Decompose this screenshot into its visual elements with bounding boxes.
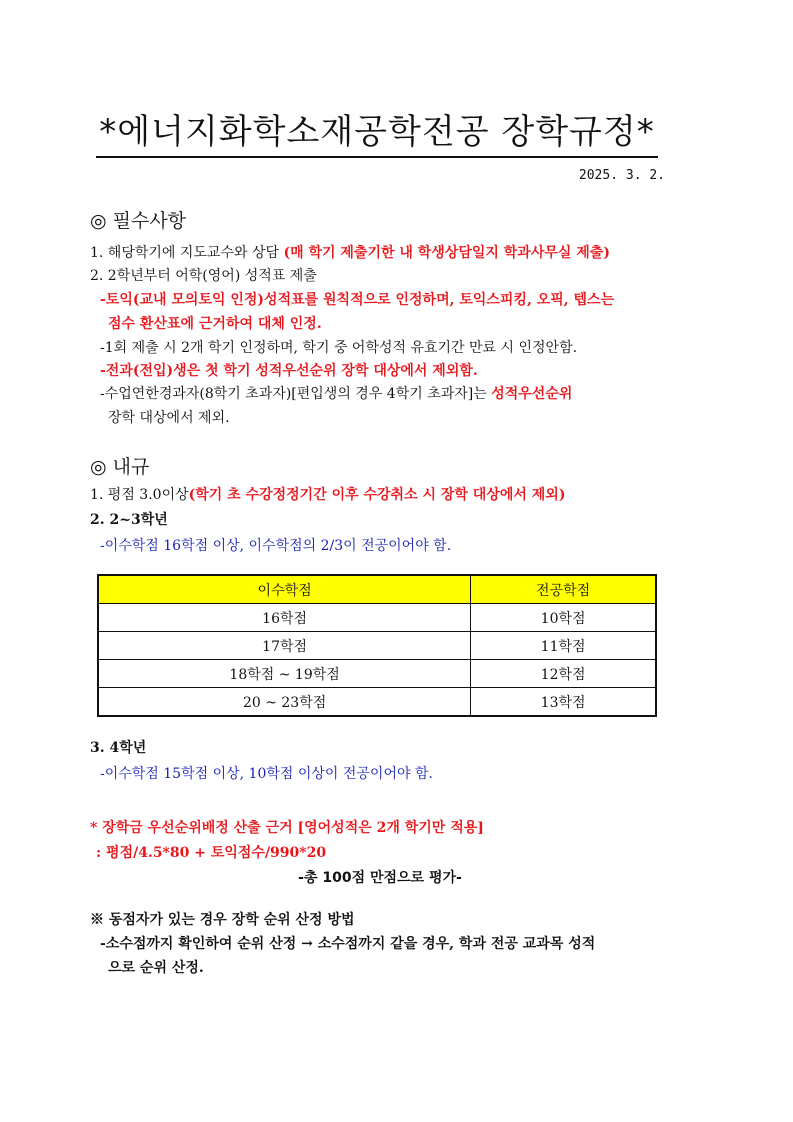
required-item-2-line-5-text: -수업연한경과자(8학기 초과자)[편입생의 경우 4학기 초과자]는 bbox=[100, 386, 492, 402]
required-item-1 bbox=[90, 243, 610, 263]
tie-break-line-2: 으로 순위 산정. bbox=[108, 960, 204, 976]
table-cell: 20 ~ 23학점 bbox=[98, 688, 471, 717]
required-item-2-line-5 bbox=[100, 384, 572, 404]
tie-break-line-1: -소수점까지 확인하여 순위 산정 → 소수점까지 같을 경우, 학과 전공 교과목 성적 bbox=[100, 936, 596, 952]
bylaw-item-3: 3. 4학년 bbox=[90, 740, 147, 756]
table-cell: 18학점 ~ 19학점 bbox=[98, 660, 471, 688]
bylaw-item-1 bbox=[90, 485, 565, 505]
section-heading-bylaws: ◎ 내규 bbox=[90, 456, 150, 478]
table-cell: 10학점 bbox=[471, 604, 656, 632]
table-row bbox=[98, 660, 656, 688]
table-header-cell: 이수학점 bbox=[98, 575, 471, 604]
table-cell: 12학점 bbox=[471, 660, 656, 688]
bylaw-item-1-text: 1. 평점 3.0이상 bbox=[90, 487, 189, 503]
bylaw-item-3-rule: -이수학점 15학점 이상, 10학점 이상이 전공이어야 함. bbox=[100, 766, 433, 782]
bylaw-item-2: 2. 2~3학년 bbox=[90, 512, 168, 528]
table-cell: 16학점 bbox=[98, 604, 471, 632]
required-item-2: 2. 2학년부터 어학(영어) 성적표 제출 bbox=[90, 268, 317, 284]
required-item-2-line-5-note: 성적우선순위 bbox=[491, 386, 573, 402]
credits-table bbox=[97, 574, 657, 717]
required-item-2-line-4: -전과(전입)생은 첫 학기 성적우선순위 장학 대상에서 제외함. bbox=[100, 363, 478, 379]
section-heading-required: ◎ 필수사항 bbox=[90, 210, 187, 232]
bylaw-item-2-rule: -이수학점 16학점 이상, 이수학점의 2/3이 전공이어야 함. bbox=[100, 538, 452, 554]
required-item-2-line-1: -토익(교내 모의토익 인정)성적표를 원칙적으로 인정하며, 토익스피킹, 오픽, 텝스는 bbox=[100, 292, 615, 308]
table-header-cell: 전공학점 bbox=[471, 575, 656, 604]
required-item-1-text: 1. 해당학기에 지도교수와 상담 bbox=[90, 245, 284, 261]
required-item-2-line-3: -1회 제출 시 2개 학기 인정하며, 학기 중 어학성적 유효기간 만료 시 인정안함. bbox=[100, 340, 578, 356]
document-title: *에너지화학소재공학전공 장학규정* bbox=[96, 112, 658, 158]
document-date: 2025. 3. 2. bbox=[578, 168, 665, 183]
table-cell: 11학점 bbox=[471, 632, 656, 660]
table-cell: 17학점 bbox=[98, 632, 471, 660]
table-row bbox=[98, 632, 656, 660]
bylaw-item-1-note: (학기 초 수강정정기간 이후 수강취소 시 장학 대상에서 제외) bbox=[188, 487, 566, 503]
required-item-2-line-6: 장학 대상에서 제외. bbox=[108, 410, 230, 426]
scholarship-basis: * 장학금 우선순위배정 산출 근거 [영어성적은 2개 학기만 적용] bbox=[90, 820, 484, 836]
table-row bbox=[98, 604, 656, 632]
tie-break-heading: ※ 동점자가 있는 경우 장학 순위 산정 방법 bbox=[90, 912, 355, 928]
required-item-2-line-2: 점수 환산표에 근거하여 대체 인정. bbox=[108, 316, 322, 332]
required-item-1-note: (매 학기 제출기한 내 학생상담일지 학과사무실 제출) bbox=[283, 245, 610, 261]
table-header-row bbox=[98, 575, 656, 604]
table-row bbox=[98, 688, 656, 717]
scholarship-formula: : 평점/4.5*80 + 토익점수/990*20 bbox=[96, 845, 327, 861]
scholarship-total-note: -총 100점 만점으로 평가- bbox=[298, 870, 462, 886]
table-cell: 13학점 bbox=[471, 688, 656, 717]
